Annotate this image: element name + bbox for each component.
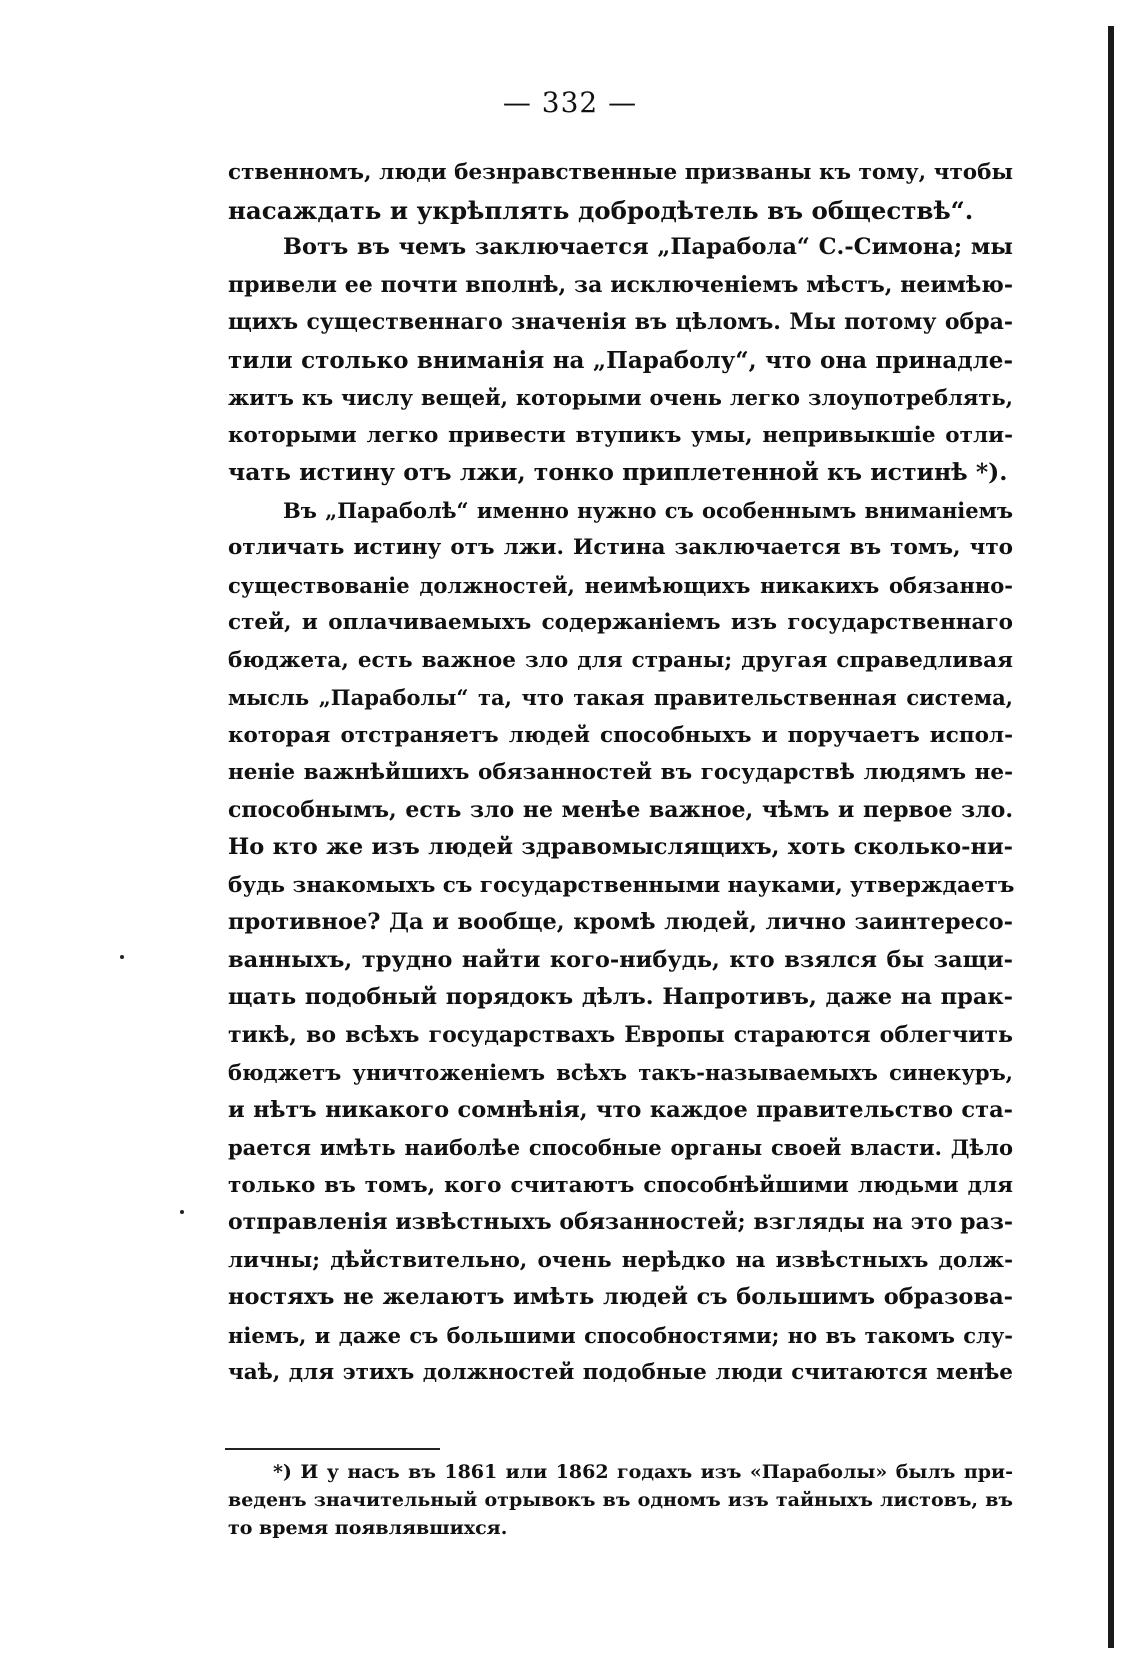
- text-line: мысль „Параболы“ та, что такая правительственная система,: [228, 685, 1013, 710]
- page-number: — 332 —: [502, 86, 638, 119]
- text-line: ніемъ, и даже съ большими способностями; но въ такомъ слу-: [228, 1322, 1013, 1348]
- scan-speck: [120, 955, 124, 959]
- text-line: противное? Да и вообще, кромѣ людей, лично заинтересо-: [228, 909, 1013, 935]
- text-line: чать истину отъ лжи, тонко приплетенной къ истинѣ *).: [228, 458, 1008, 486]
- text-line: стей, и оплачиваемыхъ содержаніемъ изъ государственнаго: [228, 610, 1013, 635]
- text-line: существованіе должностей, неимѣющихъ никакихъ обязанно-: [228, 572, 1013, 598]
- text-line: отличать истину отъ лжи. Истина заключается въ томъ, что: [228, 535, 1013, 560]
- footnote-line: *) И у насъ въ 1861 или 1862 годахъ изъ «Параболы» былъ при-: [273, 1461, 1013, 1483]
- text-line: ванныхъ, трудно найти кого-нибудь, кто взялся бы защи-: [228, 946, 1013, 973]
- text-line: щихъ существеннаго значенія въ цѣломъ. Мы потому обра-: [228, 309, 1013, 335]
- text-line: Вотъ въ чемъ заключается „Парабола“ С.-Симона; мы: [283, 234, 1013, 260]
- text-line: отправленія извѣстныхъ обязанностей; взгляды на это раз-: [228, 1209, 1013, 1235]
- text-line: насаждать и укрѣплять добродѣтель въ обществѣ“.: [228, 195, 974, 225]
- text-line: житъ къ числу вещей, которыми очень легко злоупотреблять,: [228, 385, 1013, 410]
- text-line: тили столько вниманія на „Параболу“, что она принадле-: [228, 346, 1013, 374]
- text-line: которыми легко привести втупикъ умы, непривыкшіе отли-: [228, 422, 1013, 448]
- footnote: [228, 1458, 1013, 1542]
- text-line: неніе важнѣйшихъ обязанностей въ государствѣ людямъ не-: [228, 760, 1013, 785]
- footnote-line: веденъ значительный отрывокъ въ одномъ изъ тайныхъ листовъ, въ: [228, 1489, 1013, 1511]
- text-line: рается имѣть наиболѣе способные органы своей власти. Дѣло: [228, 1135, 1013, 1160]
- text-line: и нѣтъ никакого сомнѣнія, что каждое правительство ста-: [228, 1096, 1013, 1123]
- text-line: только въ томъ, кого считаютъ способнѣйшими людьми для: [228, 1172, 1013, 1198]
- text-line: ственномъ, люди безнравственные призваны къ тому, чтобы: [228, 160, 1013, 185]
- text-line: Въ „Параболѣ“ именно нужно съ особеннымъ вниманіемъ: [283, 497, 1013, 523]
- text-line: привели ее почти вполнѣ, за исключеніемъ мѣстъ, неимѣю-: [228, 271, 1013, 298]
- footnote-divider: [225, 1448, 440, 1450]
- text-line: чаѣ, для этихъ должностей подобные люди считаются менѣе: [228, 1360, 1013, 1385]
- text-line: личны; дѣйствительно, очень нерѣдко на извѣстныхъ долж-: [228, 1247, 1013, 1273]
- text-line: бюджета, есть важное зло для страны; другая справедливая: [228, 647, 1013, 673]
- text-line: тикѣ, во всѣхъ государствахъ Европы стараются облегчить: [228, 1021, 1013, 1048]
- scan-speck: [180, 1210, 184, 1214]
- text-line: бюджетъ уничтоженіемъ всѣхъ такъ-называемыхъ синекуръ,: [228, 1060, 1013, 1085]
- text-line: ностяхъ не желаютъ имѣть людей съ большимъ образова-: [228, 1284, 1013, 1310]
- scan-border-edge: [1108, 26, 1114, 1648]
- text-line: которая отстраняетъ людей способныхъ и поручаетъ испол-: [228, 722, 1013, 748]
- text-line: щать подобный порядокъ дѣлъ. Напротивъ, даже на прак-: [228, 984, 1013, 1010]
- footnote-line: то время появлявшихся.: [228, 1517, 508, 1539]
- text-line: Но кто же изъ людей здравомыслящихъ, хоть сколько-ни-: [228, 834, 1013, 860]
- text-line: способнымъ, есть зло не менѣе важное, чѣмъ и первое зло.: [228, 796, 1013, 823]
- text-line: будь знакомыхъ съ государственными науками, утверждаетъ: [228, 872, 1015, 898]
- main-text: [228, 154, 1013, 1392]
